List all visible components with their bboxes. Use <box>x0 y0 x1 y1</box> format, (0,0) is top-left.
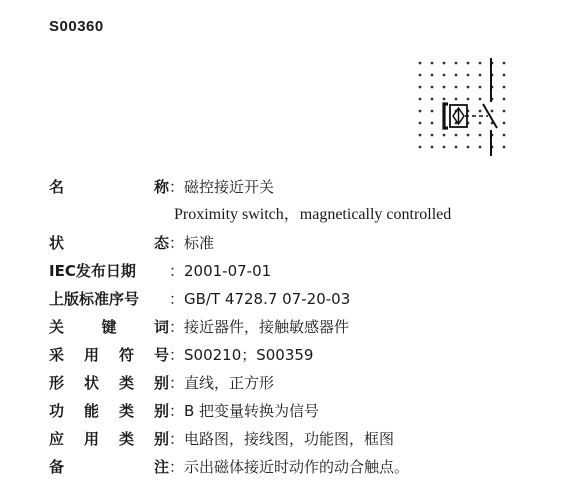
field-label: 形 状 类 别 <box>49 374 169 392</box>
field-value: ：接近器件，接触敏感器件 <box>169 318 350 336</box>
field-label: 功 能 类 别 <box>49 402 169 420</box>
field-label: 名 称 <box>49 178 169 196</box>
field-label: 状 态 <box>49 234 169 252</box>
field-value: ：电路图，接线图，功能图，框图 <box>169 430 395 448</box>
field-label: 关 键 词 <box>49 318 169 336</box>
field-label: 应 用 类 别 <box>49 430 169 448</box>
symbol-code: S00360 <box>49 18 104 35</box>
field-value: ：S00210；S00359 <box>169 346 314 364</box>
magnetic-proximity-switch-icon <box>413 58 513 162</box>
field-value: ：磁控接近开关 <box>169 178 275 196</box>
switch-drawing <box>444 58 497 156</box>
field-value: ：GB/T 4728.7 07-20-03 <box>169 290 351 308</box>
field-label: 备 注 <box>49 458 169 476</box>
field-value: ：2001-07-01 <box>169 262 272 280</box>
field-value: ：示出磁体接近时动作的动合触点。 <box>169 458 410 476</box>
field-value: ：B 把变量转换为信号 <box>169 402 320 420</box>
field-label: 采 用 符 号 <box>49 346 169 364</box>
field-value: ：直线，正方形 <box>169 374 275 392</box>
field-label: IEC发布日期 <box>49 262 136 280</box>
field-value: ：标准 <box>169 234 215 252</box>
field-label: 上版标准序号 <box>49 290 140 308</box>
english-name: Proximity switch，magnetically controlled <box>174 206 452 223</box>
